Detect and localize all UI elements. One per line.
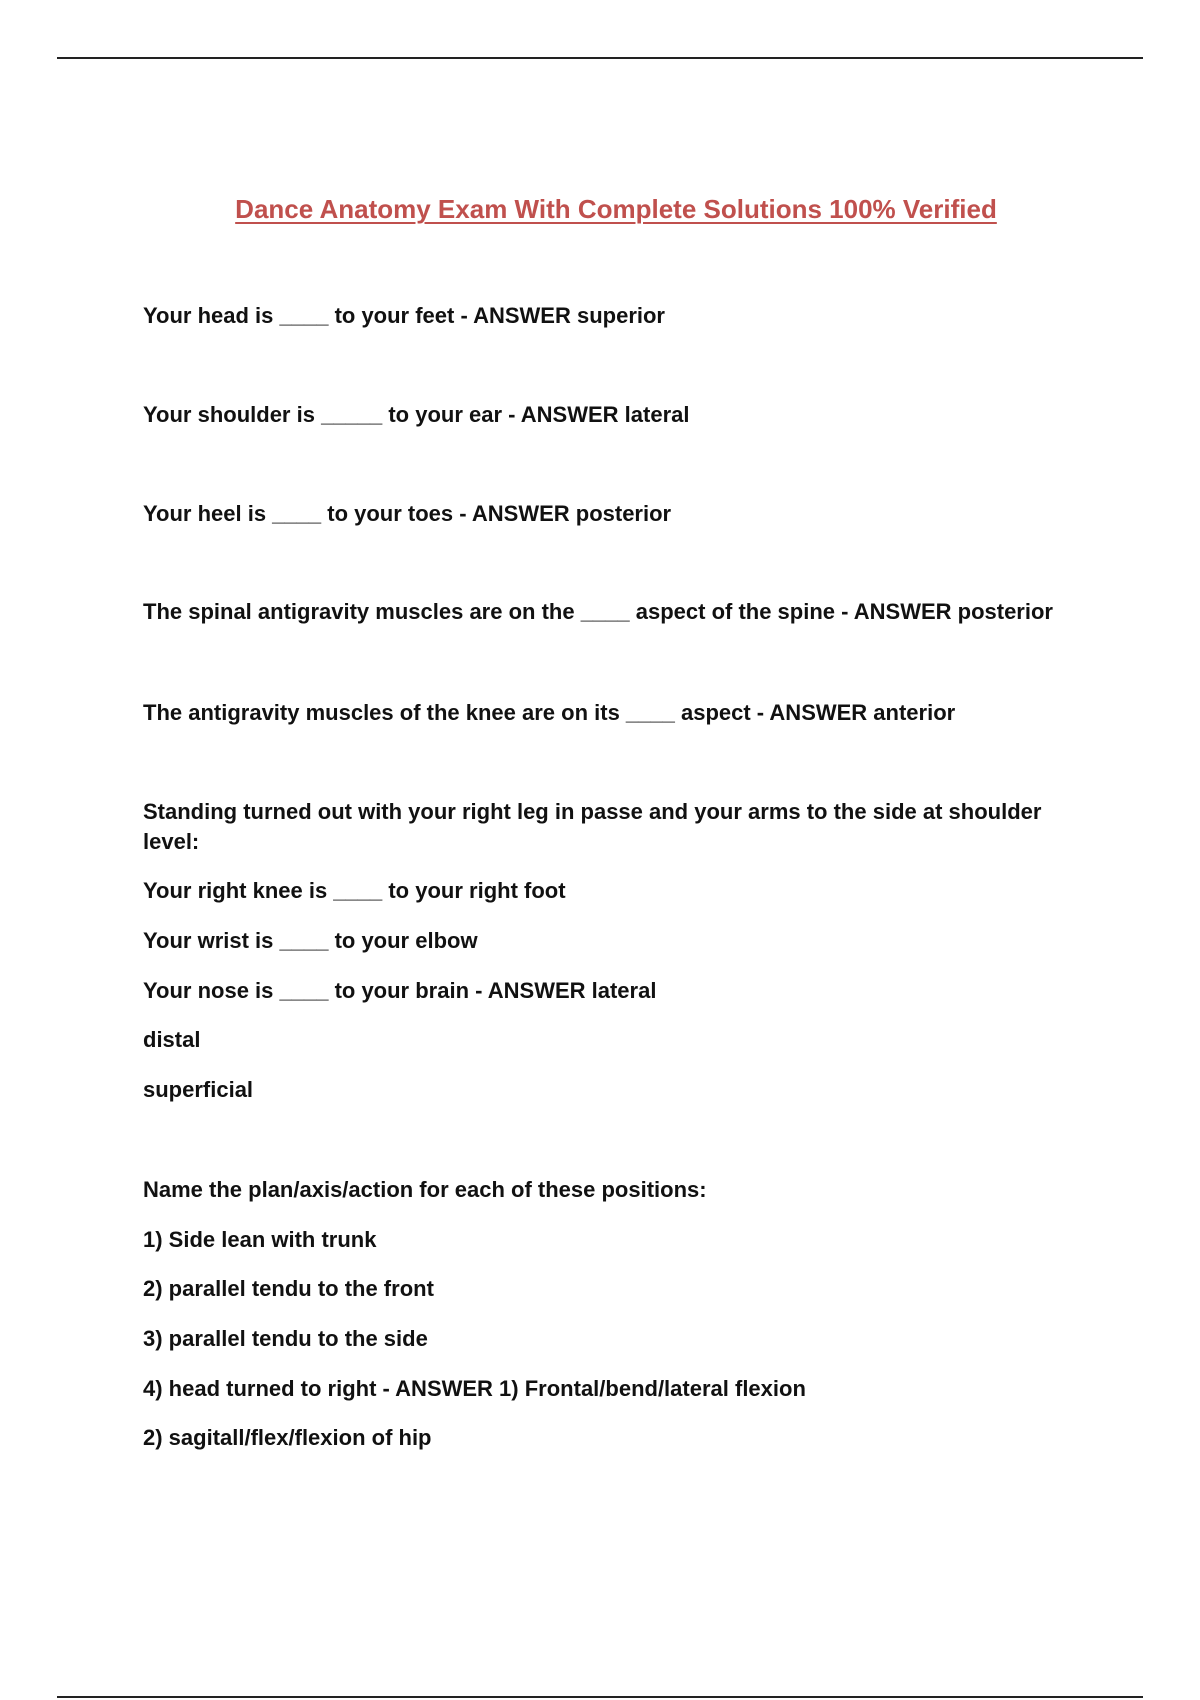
question-line: Your head is ____ to your feet - ANSWER superior [143, 303, 665, 328]
question-line: Name the plan/axis/action for each of these positions: [143, 1177, 707, 1202]
document-title: Dance Anatomy Exam With Complete Solutions 100% Verified [235, 194, 997, 224]
top-rule [57, 57, 1143, 59]
question-line: 1) Side lean with trunk [143, 1227, 377, 1252]
question-line: Your right knee is ____ to your right foot [143, 878, 566, 903]
question-line: Your nose is ____ to your brain - ANSWER lateral [143, 978, 657, 1003]
question-line: Standing turned out with your right leg in passe and your arms to the side at shoulder level: [143, 799, 1042, 854]
question-line: Your wrist is ____ to your elbow [143, 928, 478, 953]
question-line: Your heel is ____ to your toes - ANSWER posterior [143, 501, 672, 526]
question-line: 4) head turned to right - ANSWER 1) Frontal/bend/lateral flexion [143, 1376, 806, 1401]
question-line: 2) parallel tendu to the front [143, 1276, 434, 1301]
answer-line: superficial [143, 1077, 254, 1102]
question-line: 3) parallel tendu to the side [143, 1326, 428, 1351]
question-line: The antigravity muscles of the knee are on its ____ aspect - ANSWER anterior [143, 700, 956, 725]
answer-line: 2) sagitall/flex/flexion of hip [143, 1425, 432, 1450]
question-line: Your shoulder is _____ to your ear - ANSWER lateral [143, 402, 690, 427]
answer-line: distal [143, 1027, 201, 1052]
question-line: The spinal antigravity muscles are on the ____ aspect of the spine - ANSWER posterior [143, 599, 1053, 624]
bottom-rule [57, 1696, 1143, 1698]
